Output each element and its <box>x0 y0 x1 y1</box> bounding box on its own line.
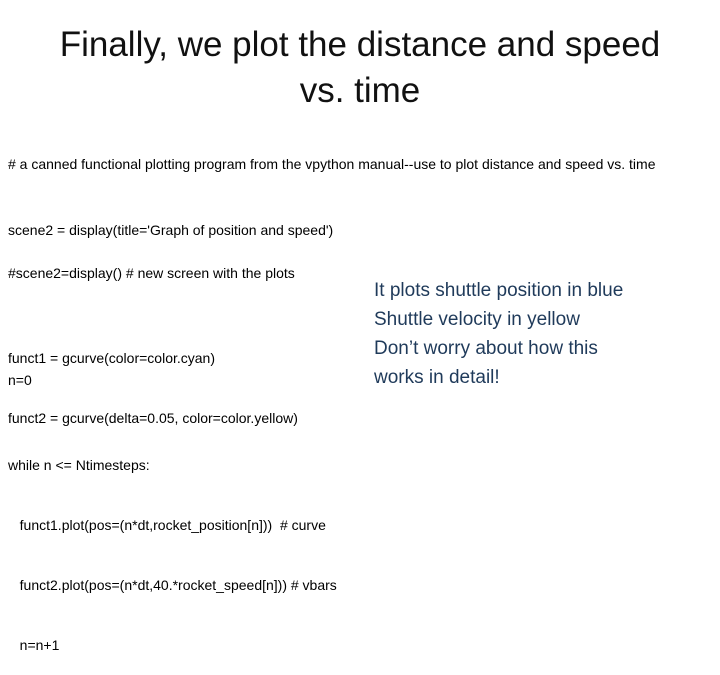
callout-line-2: Shuttle velocity in yellow <box>374 309 580 330</box>
code-loop-line: funct2.plot(pos=(n*dt,40.*rocket_speed[n])) # vbars <box>8 577 337 593</box>
callout-line-1: It plots shuttle position in blue <box>374 280 624 301</box>
code-loop-line: while n <= Ntimesteps: <box>8 457 150 473</box>
code-comment: # a canned functional plotting program from the vpython manual--use to plot distance and speed vs. time <box>8 156 656 172</box>
code-n-init: n=0 <box>8 372 32 388</box>
title-line-2: vs. time <box>299 71 421 110</box>
slide-title <box>20 22 700 114</box>
code-loop <box>8 415 337 675</box>
code-funct1: funct1 = gcurve(color=color.cyan) <box>8 350 215 366</box>
code-scene2-commented: #scene2=display() # new screen with the plots <box>8 265 295 281</box>
code-loop-line: funct1.plot(pos=(n*dt,rocket_position[n])) # curve <box>8 517 326 533</box>
callout-line-3: Don’t worry about how this <box>374 338 598 359</box>
code-scene2: scene2 = display(title='Graph of position and speed') <box>8 222 334 238</box>
explanation-callout <box>374 276 714 392</box>
title-line-1: Finally, we plot the distance and speed <box>59 25 661 64</box>
callout-line-4: works in detail! <box>374 367 500 388</box>
code-funct2: funct2 = gcurve(delta=0.05, color=color.yellow) <box>8 410 298 426</box>
code-loop-line: n=n+1 <box>8 637 60 653</box>
